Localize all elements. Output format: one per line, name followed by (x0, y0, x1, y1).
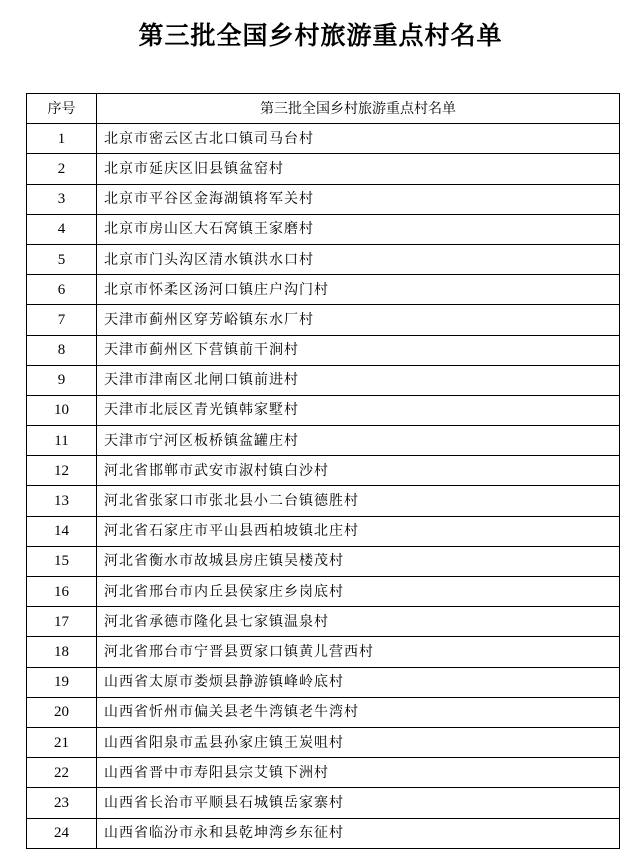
table-body (27, 124, 620, 849)
row-village-name: 河北省石家庄市平山县西柏坡镇北庄村 (97, 516, 620, 546)
table-row (27, 546, 620, 576)
row-village-name: 天津市北辰区青光镇韩家墅村 (97, 395, 620, 425)
row-serial-number: 20 (27, 697, 97, 727)
table-row (27, 244, 620, 274)
row-serial-number: 24 (27, 818, 97, 848)
table-row (27, 184, 620, 214)
row-serial-number: 21 (27, 727, 97, 757)
row-village-name: 河北省承德市隆化县七家镇温泉村 (97, 607, 620, 637)
row-village-name: 北京市怀柔区汤河口镇庄户沟门村 (97, 275, 620, 305)
row-village-name: 河北省邢台市内丘县侯家庄乡岗底村 (97, 577, 620, 607)
table-row (27, 667, 620, 697)
table-row (27, 486, 620, 516)
row-village-name: 山西省忻州市偏关县老牛湾镇老牛湾村 (97, 697, 620, 727)
row-serial-number: 19 (27, 667, 97, 697)
row-village-name: 河北省邢台市宁晋县贾家口镇黄儿营西村 (97, 637, 620, 667)
row-serial-number: 13 (27, 486, 97, 516)
row-serial-number: 14 (27, 516, 97, 546)
row-serial-number: 8 (27, 335, 97, 365)
row-village-name: 山西省临汾市永和县乾坤湾乡东征村 (97, 818, 620, 848)
row-village-name: 河北省衡水市故城县房庄镇吴楼茂村 (97, 546, 620, 576)
row-village-name: 天津市津南区北闸口镇前进村 (97, 365, 620, 395)
row-village-name: 天津市宁河区板桥镇盆罐庄村 (97, 426, 620, 456)
row-serial-number: 23 (27, 788, 97, 818)
row-village-name: 天津市蓟州区下营镇前干涧村 (97, 335, 620, 365)
row-serial-number: 15 (27, 546, 97, 576)
table-row (27, 788, 620, 818)
table-row (27, 154, 620, 184)
document-title: 第三批全国乡村旅游重点村名单 (138, 21, 503, 50)
row-serial-number: 4 (27, 214, 97, 244)
row-village-name: 山西省太原市娄烦县静游镇峰岭底村 (97, 667, 620, 697)
row-village-name: 山西省晋中市寿阳县宗艾镇下洲村 (97, 758, 620, 788)
row-serial-number: 17 (27, 607, 97, 637)
row-serial-number: 6 (27, 275, 97, 305)
row-serial-number: 3 (27, 184, 97, 214)
row-serial-number: 22 (27, 758, 97, 788)
row-serial-number: 10 (27, 395, 97, 425)
table-row (27, 395, 620, 425)
row-serial-number: 2 (27, 154, 97, 184)
table-row (27, 818, 620, 848)
row-village-name: 北京市延庆区旧县镇盆窑村 (97, 154, 620, 184)
row-serial-number: 12 (27, 456, 97, 486)
table-row (27, 124, 620, 154)
row-village-name: 北京市门头沟区清水镇洪水口村 (97, 244, 620, 274)
row-village-name: 北京市平谷区金海湖镇将军关村 (97, 184, 620, 214)
table-row (27, 305, 620, 335)
header-village-list: 第三批全国乡村旅游重点村名单 (97, 94, 620, 124)
table-row (27, 426, 620, 456)
table-row (27, 637, 620, 667)
row-village-name: 河北省邯郸市武安市淑村镇白沙村 (97, 456, 620, 486)
header-serial-number: 序号 (27, 94, 97, 124)
table-row (27, 365, 620, 395)
table-row (27, 275, 620, 305)
row-village-name: 河北省张家口市张北县小二台镇德胜村 (97, 486, 620, 516)
table-row (27, 335, 620, 365)
row-serial-number: 1 (27, 124, 97, 154)
table-row (27, 697, 620, 727)
row-village-name: 北京市房山区大石窝镇王家磨村 (97, 214, 620, 244)
row-village-name: 山西省长治市平顺县石城镇岳家寨村 (97, 788, 620, 818)
row-village-name: 北京市密云区古北口镇司马台村 (97, 124, 620, 154)
row-village-name: 天津市蓟州区穿芳峪镇东水厂村 (97, 305, 620, 335)
table-header-row (27, 94, 620, 124)
table-row (27, 214, 620, 244)
village-list-table (26, 93, 620, 849)
table-row (27, 607, 620, 637)
row-serial-number: 7 (27, 305, 97, 335)
row-serial-number: 9 (27, 365, 97, 395)
table-row (27, 577, 620, 607)
table-row (27, 727, 620, 757)
row-serial-number: 18 (27, 637, 97, 667)
table-row (27, 758, 620, 788)
row-serial-number: 5 (27, 244, 97, 274)
row-village-name: 山西省阳泉市盂县孙家庄镇王炭咀村 (97, 727, 620, 757)
table-row (27, 456, 620, 486)
table-row (27, 516, 620, 546)
row-serial-number: 11 (27, 426, 97, 456)
row-serial-number: 16 (27, 577, 97, 607)
